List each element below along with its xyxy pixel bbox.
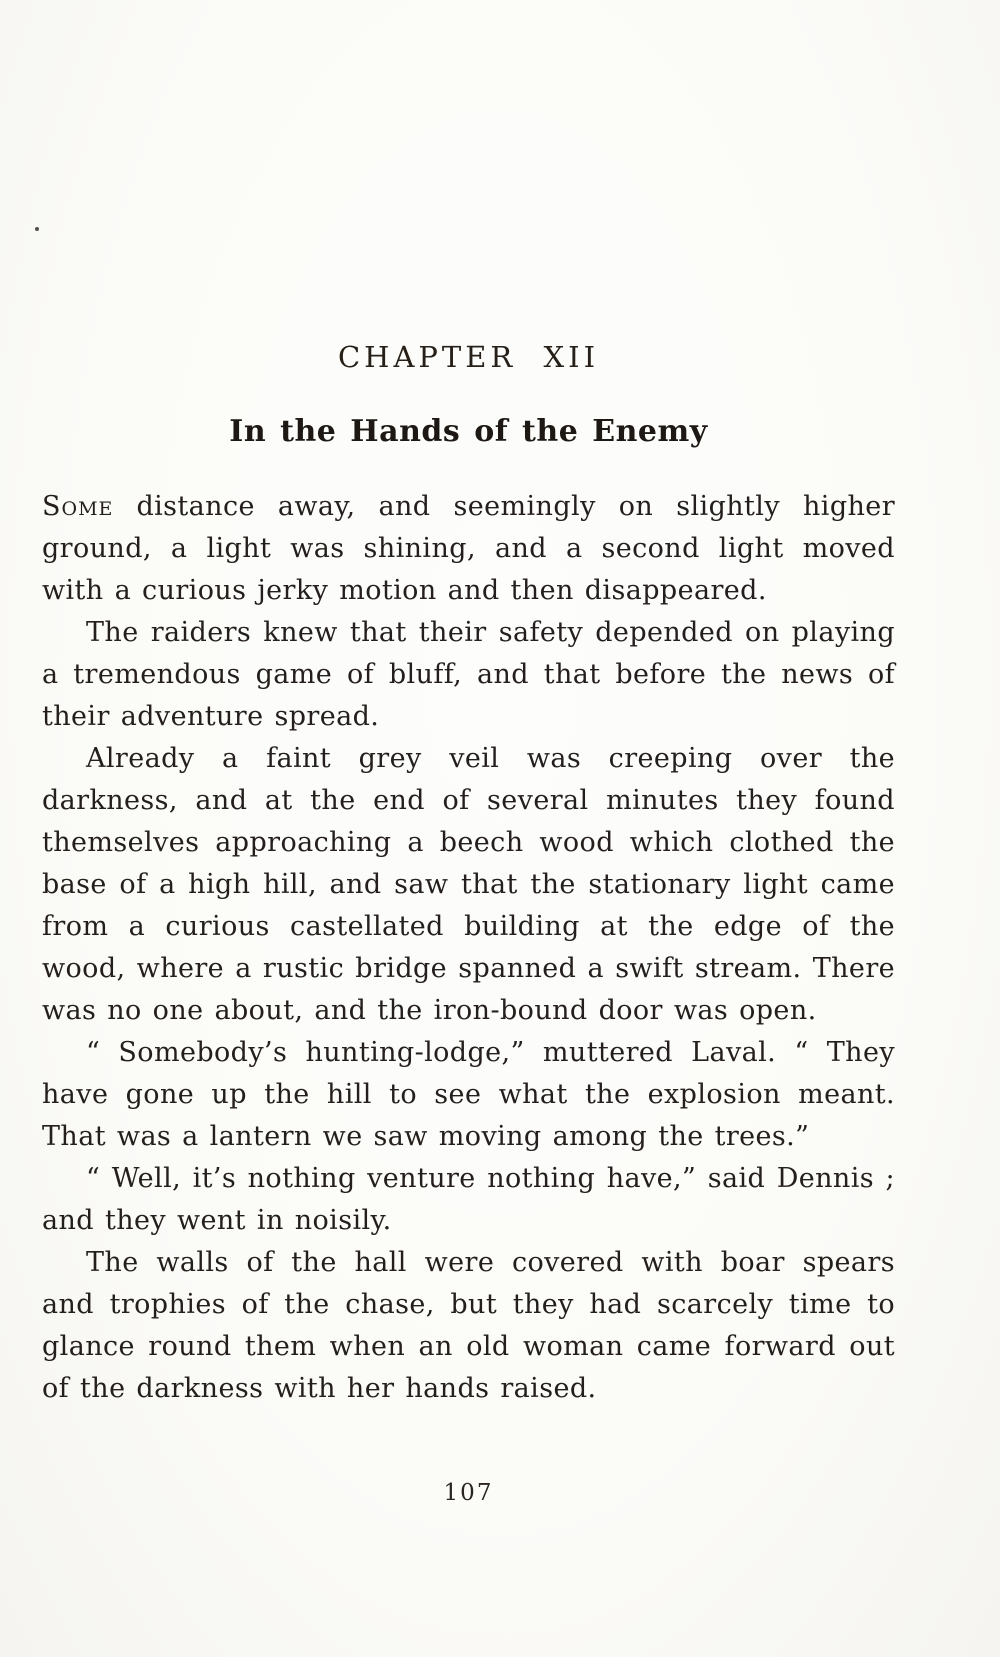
paragraph-4: “ Somebody’s hunting-lodge,” muttered Laval. “ They have gone up the hill to see what the explosion meant. That was a lantern we saw moving among the trees.” — [42, 1037, 895, 1152]
chapter-title: In the Hands of the Enemy — [229, 414, 708, 449]
body-text — [42, 486, 895, 1410]
scan-artifact-dot — [35, 227, 39, 231]
chapter-heading: CHAPTER XII — [337, 340, 600, 374]
paragraph-2: The raiders knew that their safety depended on playing a tremendous game of bluff, and that before the news of their adventure spread. — [42, 617, 895, 732]
page-number: 107 — [443, 1480, 494, 1506]
paragraph-1 — [42, 486, 895, 612]
paragraph-6: The walls of the hall were covered with boar spears and trophies of the chase, but they had scarcely time to glance round them when an old woman came forward out of the darkness with her hands raised. — [42, 1247, 895, 1404]
paragraph-1-text: distance away, and seemingly on slightly higher ground, a light was shining, and a second light moved with a curious jerky motion and then disappeared. — [42, 491, 895, 606]
lead-word-smallcaps: Some — [42, 491, 114, 522]
paragraph-5: “ Well, it’s nothing venture nothing have,” said Dennis ; and they went in noisily. — [42, 1163, 895, 1236]
paragraph-3: Already a faint grey veil was creeping over the darkness, and at the end of several minutes they found themselves approaching a beech wood which clothed the base of a high hill, and saw that the stationary light came from a curious castellated building at the edge of the wood, where a rustic bridge spanned a swift stream. There was no one about, and the iron-bound door was open. — [42, 743, 895, 1026]
